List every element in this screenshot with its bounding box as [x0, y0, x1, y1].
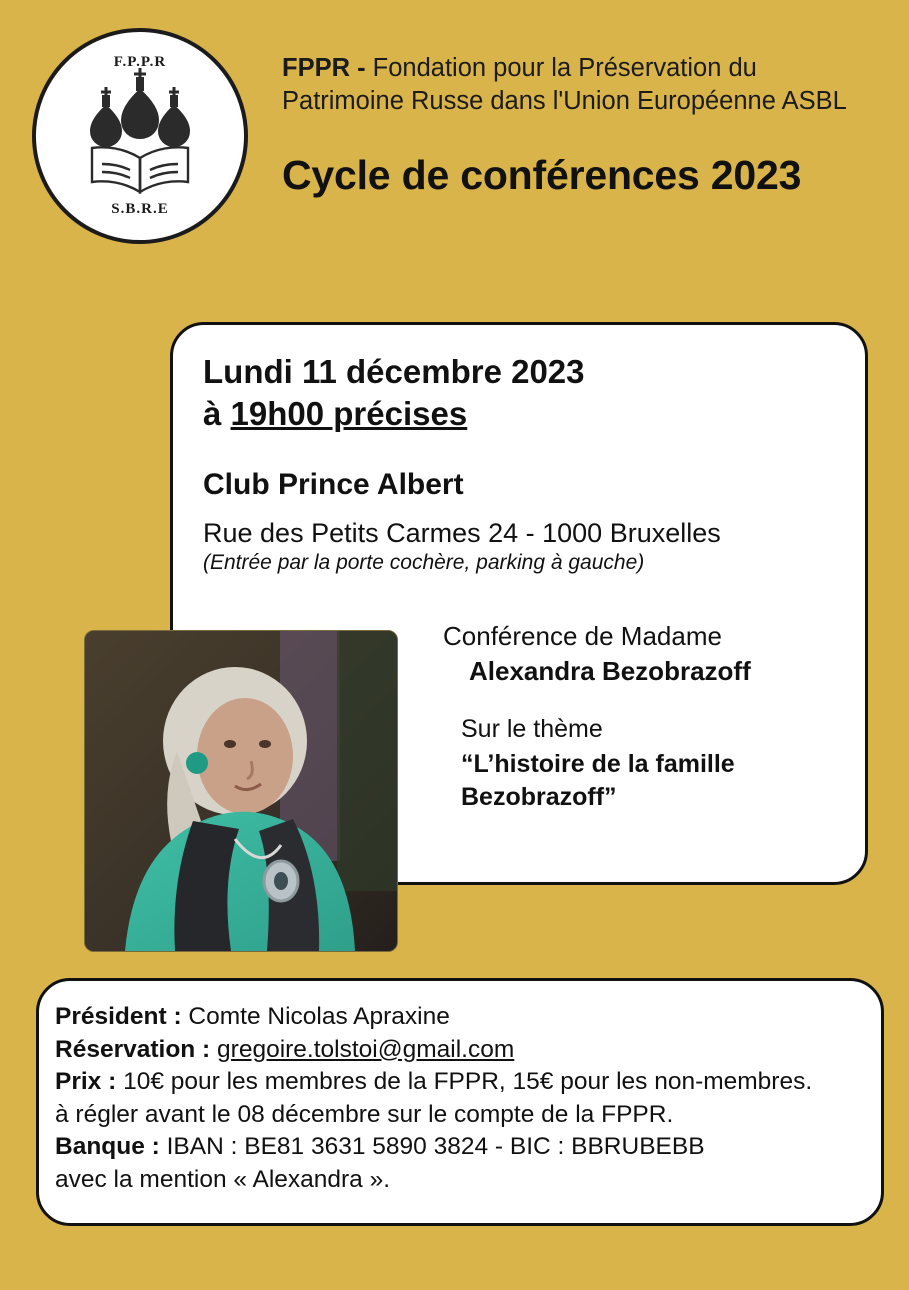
topic-title: “L’histoire de la famille Bezobrazoff” [461, 750, 735, 811]
bank-line [55, 1131, 881, 1164]
practical-info-card [36, 978, 884, 1226]
header-text-block [248, 22, 879, 199]
speaker-block [443, 621, 843, 814]
topic-intro: Sur le thème [461, 715, 603, 743]
price-line [55, 1066, 881, 1099]
event-time-line [203, 393, 835, 435]
portrait-image [85, 631, 397, 951]
organization-name: Fondation pour la Préservation du Patrimoine Russe dans l'Union Européenne ASBL [282, 54, 847, 116]
fppr-logo [32, 28, 248, 244]
bank-note: avec la mention « Alexandra ». [55, 1165, 391, 1193]
event-venue: Club Prince Albert [203, 468, 464, 502]
price-note: à régler avant le 08 décembre sur le compte de la FPPR. [55, 1100, 674, 1128]
reservation-line [55, 1034, 881, 1067]
organization-line [282, 52, 879, 118]
page-title: Cycle de conférences 2023 [282, 152, 802, 199]
president-line [55, 1001, 881, 1034]
speaker-portrait [84, 630, 398, 952]
price-value: 10€ pour les membres de la FPPR, 15€ pour les non-membres. [116, 1068, 813, 1096]
reservation-label: Réservation : [55, 1035, 211, 1063]
event-time-prefix: à [203, 394, 231, 432]
bank-label: Banque : [55, 1133, 160, 1161]
poster-header [0, 0, 909, 244]
organization-abbreviation: FPPR - [282, 54, 373, 82]
event-address: Rue des Petits Carmes 24 - 1000 Bruxelles [203, 518, 721, 549]
bank-value: IBAN : BE81 3631 5890 3824 - BIC : BBRUBEBB [159, 1133, 705, 1161]
speaker-name: Alexandra Bezobrazoff [469, 656, 751, 686]
price-label: Prix : [55, 1068, 117, 1096]
logo-top-text: F.P.P.R [113, 54, 167, 70]
speaker-intro: Conférence de Madame [443, 621, 722, 651]
president-label: Président : [55, 1003, 182, 1030]
event-address-note: (Entrée par la porte cochère, parking à gauche) [203, 551, 645, 575]
president-value: Comte Nicolas Apraxine [181, 1003, 450, 1030]
event-date: Lundi 11 décembre 2023 [203, 353, 585, 390]
reservation-email-link[interactable]: gregoire.tolstoi@gmail.com [217, 1035, 515, 1063]
event-time: 19h00 précises [230, 394, 468, 432]
logo-bottom-text: S.B.R.E [111, 201, 169, 217]
